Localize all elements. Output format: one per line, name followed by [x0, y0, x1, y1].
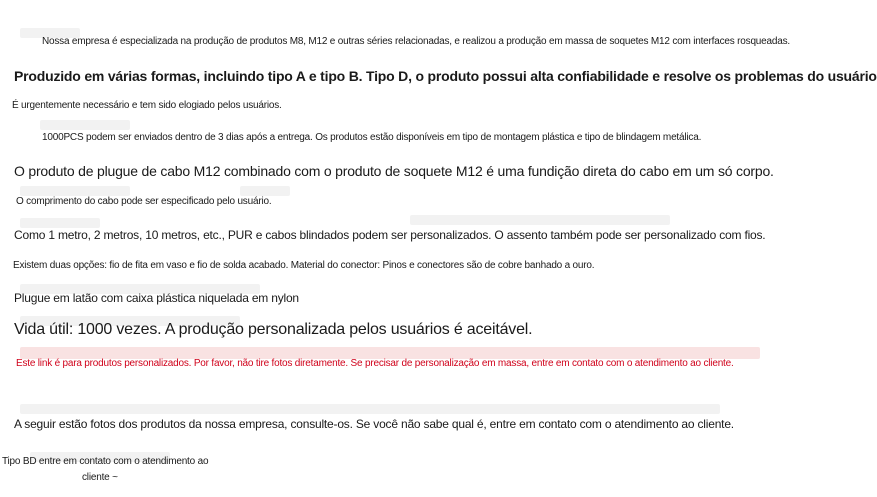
- background-artifact: [20, 404, 720, 414]
- custom-notice: Este link é para produtos personalizados. Por favor, não tire fotos diretamente. Se precisar de personalização em massa, entre em contato com o atendimento ao cliente.: [16, 358, 734, 369]
- photos-intro-paragraph: A seguir estão fotos dos produtos da nossa empresa, consulte-os. Se você não sabe qual é, entre em contato com o atendimento ao cliente.: [14, 417, 734, 431]
- product-caption-line1: Tipo BD entre em contato com o atendimento ao: [2, 456, 209, 467]
- background-artifact: [410, 215, 670, 225]
- background-artifact: [20, 186, 130, 196]
- material-paragraph: Existem duas opções: fio de fita em vaso e fio de solda acabado. Material do conector: Pinos e conectores são de cobre banhado a ouro.: [13, 260, 595, 271]
- background-artifact: [20, 218, 100, 228]
- praise-paragraph: É urgentemente necessário e tem sido elogiado pelos usuários.: [12, 100, 282, 111]
- forms-paragraph: Produzido em várias formas, incluindo tipo A e tipo B. Tipo D, o produto possui alta confiabilidade e resolve os problemas do usuário: [14, 68, 877, 84]
- background-artifact: [40, 120, 130, 130]
- background-artifact: [240, 186, 290, 196]
- lifespan-paragraph: Vida útil: 1000 vezes. A produção personalizada pelos usuários é aceitável.: [14, 321, 533, 338]
- cable-plug-paragraph: O produto de plugue de cabo M12 combinado com o produto de soquete M12 é uma fundição direta do cabo em um só corpo.: [14, 163, 774, 179]
- shipping-paragraph: 1000PCS podem ser enviados dentro de 3 dias após a entrega. Os produtos estão disponíveis em tipo de montagem plástica e tipo de blindagem metálica.: [42, 132, 702, 143]
- product-caption-line2: cliente ~: [82, 472, 118, 483]
- housing-paragraph: Plugue em latão com caixa plástica niquelada em nylon: [14, 291, 299, 305]
- intro-paragraph: Nossa empresa é especializada na produção de produtos M8, M12 e outras séries relacionadas, e realizou a produção em massa de soquetes M12 com interfaces rosqueadas.: [42, 36, 790, 47]
- customization-paragraph: Como 1 metro, 2 metros, 10 metros, etc., PUR e cabos blindados podem ser personalizados. O assento também pode ser personalizado com fios.: [14, 228, 766, 242]
- cable-length-paragraph: O comprimento do cabo pode ser especificado pelo usuário.: [16, 196, 272, 207]
